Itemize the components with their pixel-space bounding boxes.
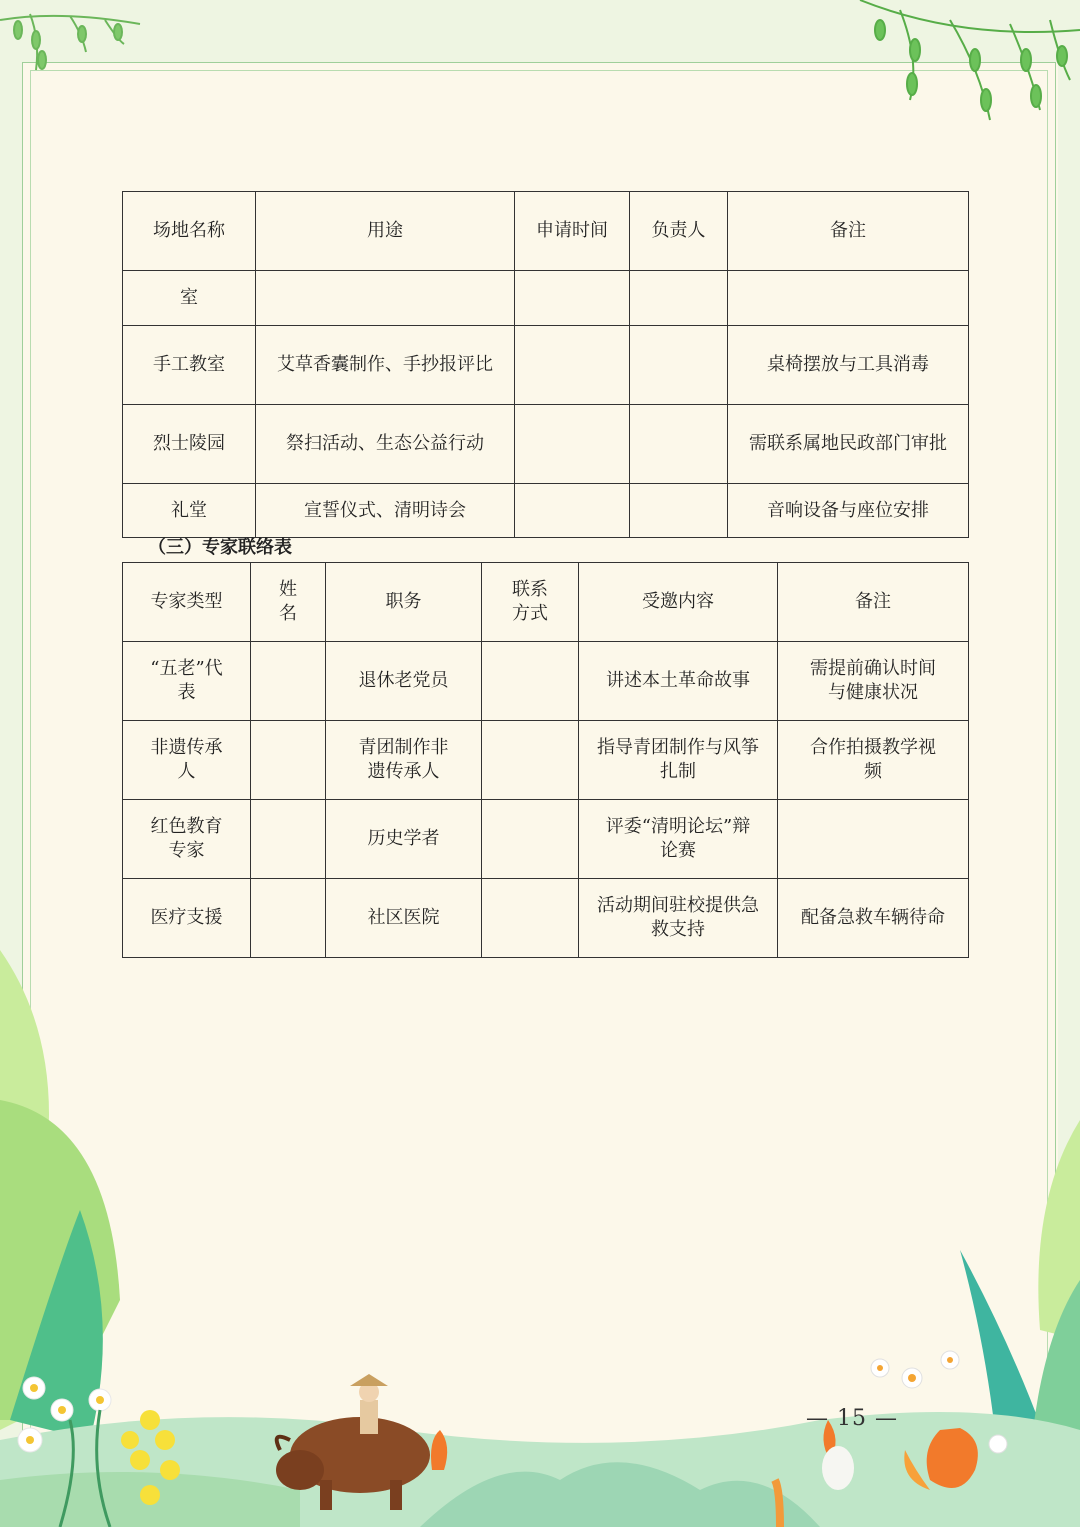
table-cell [482,642,579,721]
header-cell: 受邀内容 [579,563,778,642]
table-cell: 手工教室 [123,326,256,405]
header-cell: 申请时间 [515,192,630,271]
table-cell: 退休老党员 [326,642,482,721]
table-cell: 室 [123,271,256,326]
table-row [123,642,969,721]
table-cell [630,271,728,326]
table-cell [482,879,579,958]
table-cell [515,271,630,326]
table-cell: 祭扫活动、生态公益行动 [256,405,515,484]
table-cell: 评委“清明论坛”辩论赛 [579,800,778,879]
table-cell: 合作拍摄教学视频 [778,721,969,800]
table-row [123,484,969,538]
table-cell: 宣誓仪式、清明诗会 [256,484,515,538]
table-cell: 红色教育专家 [123,800,251,879]
expert-contact-table [122,562,969,958]
header-cell: 备注 [778,563,969,642]
header-cell: 职务 [326,563,482,642]
header-cell: 专家类型 [123,563,251,642]
table-row [123,721,969,800]
table-row [123,326,969,405]
table-cell: 烈士陵园 [123,405,256,484]
table-row [123,271,969,326]
table-row [123,405,969,484]
header-cell: 备注 [728,192,969,271]
header-cell: 用途 [256,192,515,271]
table-cell: 活动期间驻校提供急救支持 [579,879,778,958]
table-cell [251,642,326,721]
page-number: — 15 — [806,1406,898,1431]
header-cell: 场地名称 [123,192,256,271]
table-cell [482,721,579,800]
table-cell: 需提前确认时间与健康状况 [778,642,969,721]
table-cell [515,405,630,484]
table-cell: 医疗支援 [123,879,251,958]
table-header-row [123,563,969,642]
header-cell: 联系方式 [482,563,579,642]
table-cell [251,879,326,958]
table-cell: 配备急救车辆待命 [778,879,969,958]
table-cell [256,271,515,326]
table-cell [778,800,969,879]
table-cell [482,800,579,879]
table-cell [515,484,630,538]
table-cell: 礼堂 [123,484,256,538]
table-cell [251,800,326,879]
table-row [123,800,969,879]
table-cell: “五老”代表 [123,642,251,721]
table-cell: 讲述本土革命故事 [579,642,778,721]
table-cell: 艾草香囊制作、手抄报评比 [256,326,515,405]
table-cell [728,271,969,326]
table-cell: 指导青团制作与风筝扎制 [579,721,778,800]
header-cell: 姓名 [251,563,326,642]
table-cell: 非遗传承人 [123,721,251,800]
table-cell: 历史学者 [326,800,482,879]
table-cell [515,326,630,405]
table-cell [251,721,326,800]
table-header-row [123,192,969,271]
willow-top-left-icon [0,14,140,70]
table-cell [630,484,728,538]
header-cell: 负责人 [630,192,728,271]
left-foliage-icon [0,950,120,1440]
table-cell: 音响设备与座位安排 [728,484,969,538]
table-cell: 需联系属地民政部门审批 [728,405,969,484]
table-cell [630,405,728,484]
table-cell: 桌椅摆放与工具消毒 [728,326,969,405]
section-title: （三）专家联络表 [148,537,292,558]
table-cell: 社区医院 [326,879,482,958]
table-cell: 青团制作非遗传承人 [326,721,482,800]
willow-top-right-icon [860,0,1080,120]
table-row [123,879,969,958]
table-cell [630,326,728,405]
venue-table [122,191,969,538]
